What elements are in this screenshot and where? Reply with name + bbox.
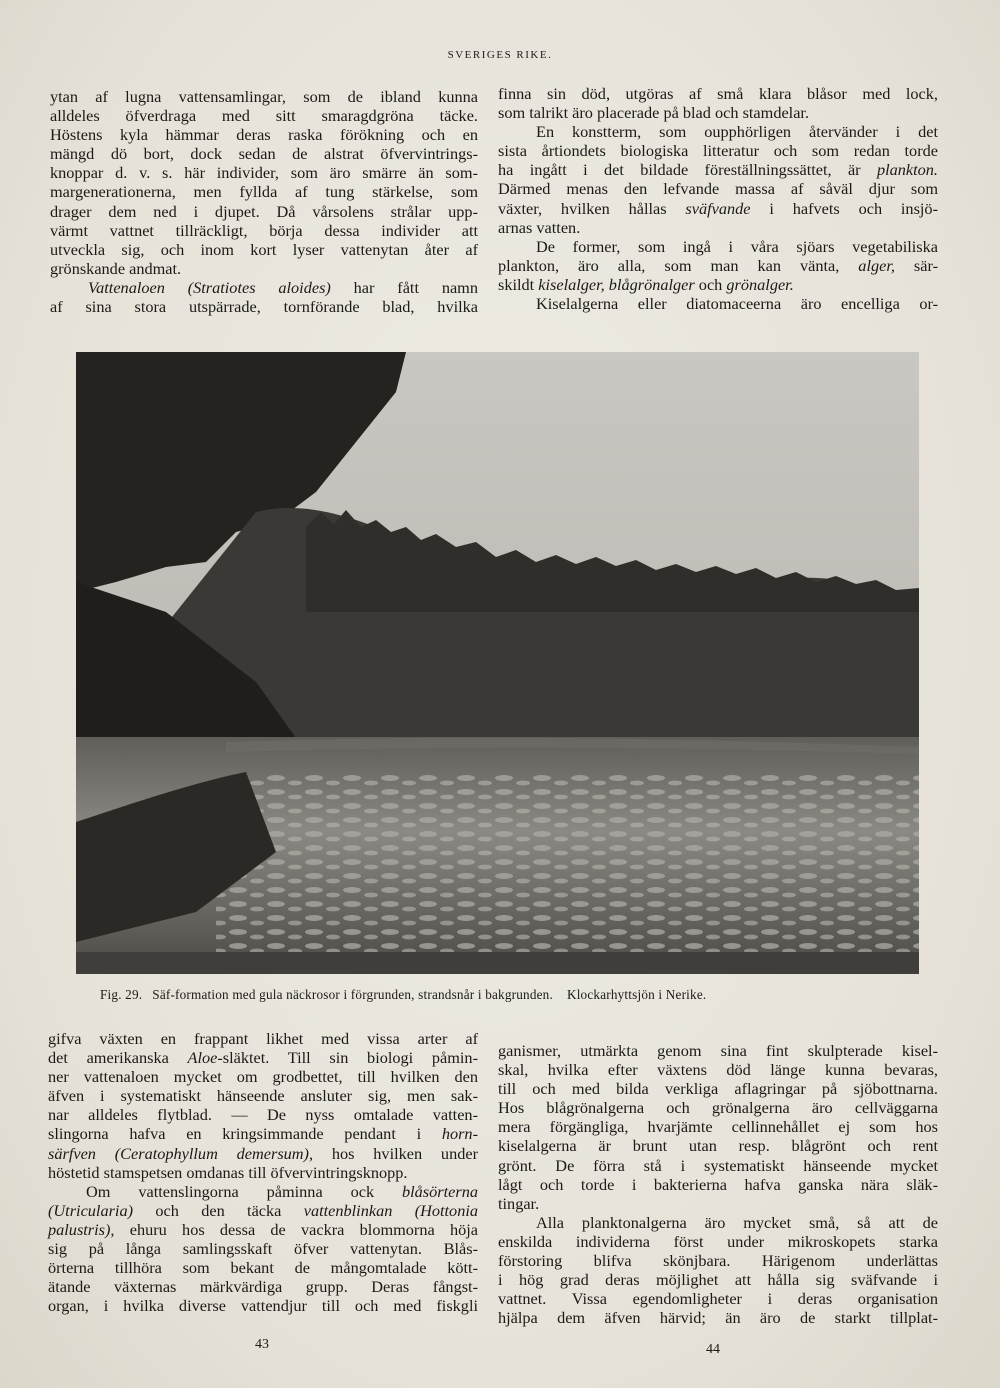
text-line: grönt. De förra stå i systematiskt hänseende mycket (498, 1155, 938, 1175)
text-line: särfven (Ceratophyllum demersum), hos hvilken under (48, 1143, 478, 1163)
text-line: knoppar d. v. s. här individer, som äro smärre än som- (50, 163, 478, 183)
text-line: En konstterm, som oupphörligen återvänder i det (536, 122, 938, 142)
text-column-bottom-right (498, 1041, 938, 1327)
text-line: arnas vatten. (498, 217, 581, 237)
text-line: utveckla sig, och inom kort lyser vattenytan åter af (50, 239, 478, 259)
text-line: tingar. (498, 1193, 540, 1213)
text-line: ytan af lugna vattensamlingar, som de ibland kunna (50, 87, 478, 106)
text-line: af sina stora utspärrade, tornförande blad, hvilka (50, 297, 478, 317)
text-line: Därmed menas den lefvande massa af såväl djur som (498, 179, 938, 199)
text-line: Höstens kyla hämmar deras raska förökning och en (50, 125, 478, 145)
text-line: palustris), ehuru hos dessa de vackra blommorna höja (48, 1219, 478, 1239)
text-line: värmt vattnet tillräckligt, börja dessa individer att (50, 220, 478, 240)
text-line: sista årtiondets biologiska litteratur och som redan torde (498, 141, 938, 161)
text-line: Alla planktonalgerna äro mycket små, så att de (536, 1212, 938, 1232)
text-line: ganismer, utmärkta genom sina fint skulpterade kisel- (498, 1041, 938, 1060)
text-line: det amerikanska Aloe-släktet. Till sin biologi påmin- (48, 1048, 478, 1068)
text-line: sig på långa samlingsskaft öfver vattenytan. Blås- (48, 1239, 478, 1259)
text-line: i hög grad deras möjlighet att hålla sig sväfvande i (498, 1270, 938, 1290)
text-line: ätande växternas märkvärdiga grupp. Deras fångst- (48, 1277, 478, 1297)
text-line: drager dem ned i djupet. Då vårsolens strålar upp- (50, 201, 478, 221)
caption-text: Säf-formation med gula näckrosor i förgrunden, strandsnår i bakgrunden. (152, 987, 553, 1002)
text-line: vattnet. Vissa egendomligheter i deras organisation (498, 1289, 938, 1309)
running-header: SVERIGES RIKE. (447, 49, 553, 61)
text-line: (Utricularia) och den täcka vattenblinkan (Hottonia (48, 1200, 479, 1220)
text-column-top-left (50, 87, 478, 316)
text-line: finna sin död, utgöras af små klara blåsor med lock, (498, 84, 938, 103)
text-line: Kiselalgerna eller diatomaceerna äro encelliga or- (536, 294, 938, 314)
text-line: äfven i systematiskt hänseende ansluter sig, men sak- (48, 1086, 478, 1106)
text-line: alldeles öfverdraga med sitt smaragdgröna täcke. (50, 106, 478, 126)
text-line: förstoring blifva skönjbara. Härigenom underlättas (498, 1251, 938, 1271)
text-line: lågt och torde i bakterierna hafva ganska nära släk- (498, 1174, 938, 1194)
caption-place: Klockarhyttsjön i Nerike. (566, 987, 707, 1002)
text-line: skildt kiselalger, blågrönalger och grönalger. (498, 274, 794, 294)
text-line: Vattenaloen (Stratiotes aloides) har fått namn (88, 277, 478, 297)
text-line: slingorna hafva en kringsimmande pendant i horn- (48, 1124, 478, 1144)
text-line: grönskande andmat. (50, 258, 182, 278)
text-line: plankton, äro alla, som man kan vänta, alger, sär- (498, 255, 938, 275)
text-line: ner vattenaloen mycket om grodbettet, till hvilken den (48, 1067, 478, 1087)
text-column-top-right (498, 84, 938, 313)
page-number-left: 43 (255, 1337, 269, 1352)
text-line: skal, hvilka efter växtens död länge kunna bevaras, (498, 1060, 938, 1080)
lake-photograph (76, 352, 919, 974)
text-line: som talrikt äro placerade på blad och stamdelar. (498, 103, 810, 123)
photo-illustration (76, 352, 919, 974)
text-line: nar alldeles flytblad. — De nyss omtalade vatten- (48, 1105, 478, 1125)
term-plankton: plankton. (876, 160, 938, 180)
text-line: kiselalgerna är brunt utan resp. blågrönt och rent (498, 1136, 938, 1156)
figure-number: Fig. 29. (100, 987, 143, 1002)
text-line: till och med bilda verkliga aflagringar på sjöbottnarna. (498, 1079, 938, 1099)
text-line: margenerationerna, men fyllda af tung stärkelse, som (50, 182, 478, 202)
text-line: Om vattenslingorna påminna ock blåsörterna (86, 1181, 478, 1201)
text-column-bottom-left (48, 1029, 478, 1315)
text-line: organ, i hvilka diverse vattendjur till och med fiskgli (48, 1296, 478, 1316)
figure-caption (100, 987, 960, 1003)
text-line: gifva växten en frappant likhet med vissa arter af (48, 1029, 478, 1048)
text-line: ha ingått i det bildade föreställningssättet, är plankton. (498, 160, 938, 180)
text-line: De former, som ingå i våra sjöars vegetabiliska (536, 236, 938, 256)
page-number-right: 44 (706, 1342, 720, 1357)
text-line: enskilda individerna först under mikroskopets starka (498, 1231, 938, 1251)
text-line: hjälpa dem äfven härvid; än äro de starkt tillplat- (498, 1308, 938, 1328)
text-line: mängd dö bort, dock sedan de alstrat öfvervintrings- (50, 144, 478, 164)
species-name: Vattenaloen (Stratiotes aloides) (88, 277, 331, 297)
text-line: örterna tillhöra som bekant de mångomtalade kött- (48, 1258, 478, 1278)
text-line: Hos blågrönalgerna och grönalgerna äro cellväggarna (498, 1098, 938, 1118)
text-line: växter, hvilken hållas sväfvande i hafvets och insjö- (498, 198, 938, 218)
text-line: höstetid stamspetsen omdanas till öfvervintringsknopp. (48, 1162, 408, 1182)
text-line: mera förgängliga, hvarjämte cellinnehållet ej som hos (498, 1117, 938, 1137)
